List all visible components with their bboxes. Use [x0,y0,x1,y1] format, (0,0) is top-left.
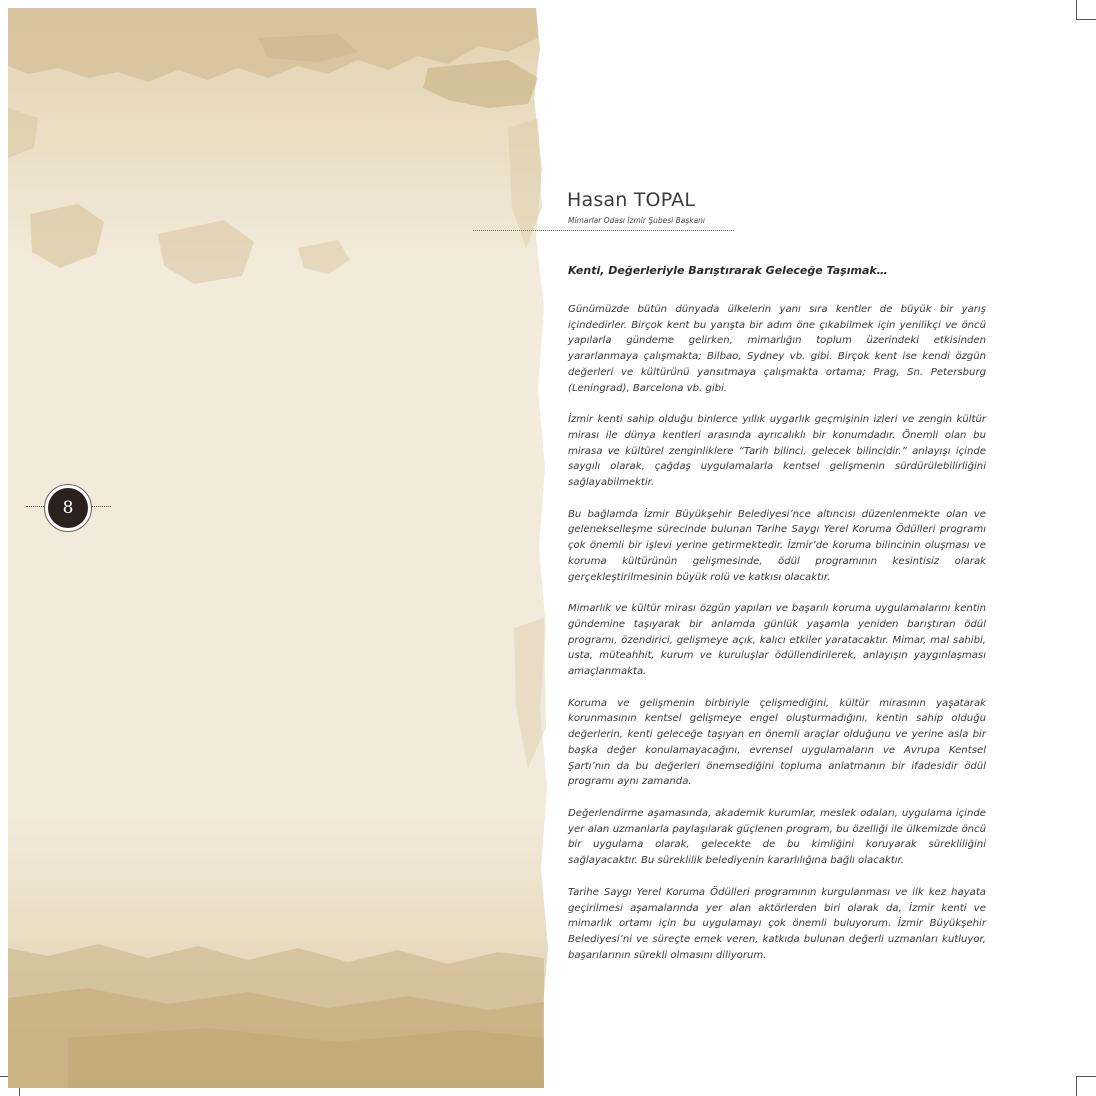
paragraph: Tarihe Saygı Yerel Koruma Ödülleri programının kurgulanması ve ilk kez hayata geçirilmesi aşamalarında yer alan aktörlerden biri olarak da, İzmir kenti ve mimarlık ortamı için bu uygulamayı çok önemli buluyorum. İzmir Büyükşehir Belediyesi’ni ve süreçte emek veren, katkıda bulunan değerli uzmanları kutluyor, başarılarının sürekli olmasını diliyorum. [568,886,986,961]
page-number: 8 [48,488,88,528]
page-number-dots-left [26,506,44,507]
parchment-texture-icon [8,8,548,1088]
author-title: Mimarlar Odası İzmir Şubesi Başkanı [568,216,706,225]
crop-mark [1076,19,1096,20]
crop-mark [1076,1076,1077,1096]
paragraph: Mimarlık ve kültür mirası özgün yapıları ve başarılı koruma uygulamalarını kentin gündemine taşıyarak bir anlamda günlük yaşamla yeniden barıştıran ödül programı, özendirici, gelişmeye açık, kalıcı etkiler yaratacaktır. Mimar, mal sahibi, usta, müteahhit, kurum ve kuruluşlar ödüllendirilerek, anlayışın yaygınlaşması amaçlanmakta. [568,603,986,678]
article-headline: Kenti, Değerleriyle Barıştırarak Geleceğe Taşımak… [568,264,888,277]
paragraph: Bu bağlamda İzmir Büyükşehir Belediyesi’nce altıncısı düzenlenmekte olan ve gelenekselleşme sürecinde bulunan Tarihe Saygı Yerel Koruma Ödülleri programı çok önemli bir işlevi yerine getirmektedir. İzmir’de koruma bilincinin oluşması ve koruma kültürünün gelişmesinde, ödül programının kesintisiz olarak gerçekleştirilmesinin büyük rolü ve katkısı olacaktır. [568,508,986,583]
author-divider [473,230,734,231]
paragraph: Günümüzde bütün dünyada ülkelerin yanı sıra kentler de büyük bir yarış içindedirler. Birçok kent bu yarışta bir adım öne çıkabilmek için yenilikçi ve öncü yapılarla gündeme gelirken, mimarlığın toplum üzerindeki etkisinden yararlanmaya çalışmakta; Bilbao, Sydney vb. gibi. Birçok kent ise kendi özgün değerleri ve kültürünü yansıtmaya çalışmakta ortama; Prag, Sn. Petersburg (Leningrad), Barcelona vb. gibi. [568,304,986,394]
page-number-badge [44,484,92,532]
paragraph: Değerlendirme aşamasında, akademik kurumlar, meslek odaları, uygulama içinde yer alan uzmanlarla paylaşılarak güçlenen program, bu özelliği ile ülkemizde öncü bir uygulama olarak, gelecekte de bu kimliğini koruyarak sürekliliğini sağlayacaktır. Bu süreklilik belediyenin kararlılığına bağlı olacaktır. [568,807,986,867]
paragraph: Koruma ve gelişmenin birbiriyle çelişmediğini, kültür mirasının yaşatarak korunmasının kentsel gelişmeye engel oluşturmadığını, kentin sahip olduğu değerlerin, kenti geleceğe taşıyan en önemli araçlar olduğunu ve yerine asla bir başka değer konulamayacağını, evrensel uygulamaların ve Avrupa Kentsel Şartı’nın da bu değerleri önemsediğini topluma anlatmanın bir ifadesidir ödül programı aynı zamanda. [568,697,986,788]
article-body [568,302,986,979]
page-number-dots-right [91,506,111,507]
crop-mark [1076,0,1077,20]
author-name: Hasan TOPAL [567,189,696,211]
paragraph: İzmir kenti sahip olduğu binlerce yıllık uygarlık geçmişinin izleri ve zengin kültür mirası ile dünya kentleri arasında ayrıcalıklı bir konumdadır. Önemli olan bu mirasa ve kültürel zenginliklere “Tarih bilinci, gelecek bilincidir.” anlayışı içinde saygılı olarak, çağdaş uygulamalarla kentsel gelişmenin sürdürülebilirliğini sağlayabilmektir. [568,414,986,489]
crop-mark [1076,1076,1096,1077]
